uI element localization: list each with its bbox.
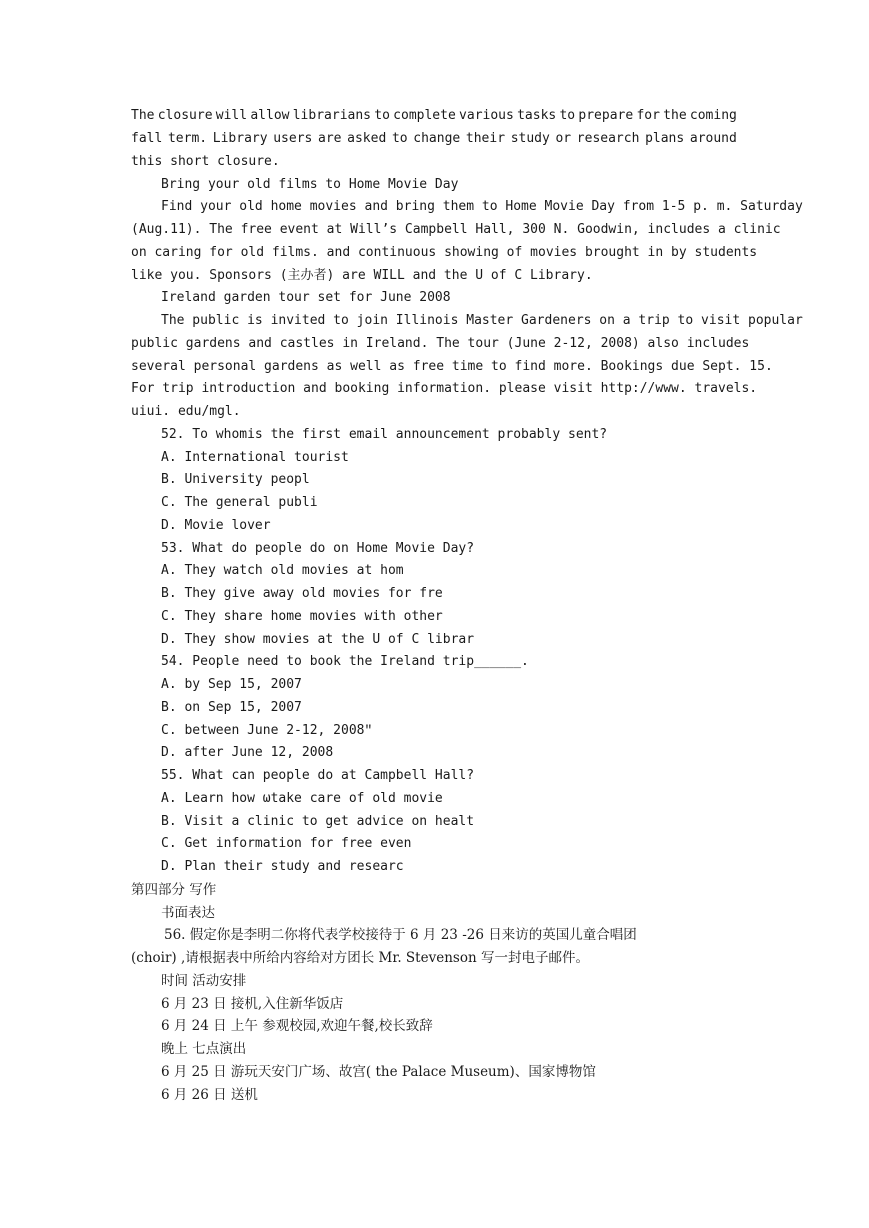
section-heading: Bring your old films to Home Movie Day [161, 177, 459, 192]
paragraph-line: Find your old home movies and bring them to Home Movie Day from 1-5 p. m. Saturday [161, 199, 803, 214]
schedule-row: 晚上 七点演出 [161, 1041, 247, 1057]
option-a: A. They watch old movies at hom [161, 563, 404, 578]
question-54: 54. People need to book the Ireland trip______. [161, 654, 529, 669]
option-d: D. Plan their study and researc [161, 859, 404, 874]
question-52: 52. To whomis the first email announcement probably sent? [161, 427, 608, 442]
schedule-row: 6 月 25 日 游玩天安门广场、故宫( the Palace Museum)、国家博物馆 [161, 1064, 596, 1080]
option-c: C. They share home movies with other [161, 609, 443, 624]
option-a: A. Learn how ωtake care of old movie [161, 791, 443, 806]
option-b: B. University peopl [161, 472, 310, 487]
option-c: C. The general publi [161, 495, 318, 510]
option-b: B. on Sep 15, 2007 [161, 700, 302, 715]
paragraph-line: on caring for old films. and continuous showing of movies brought in by students [131, 245, 758, 260]
option-c: C. between June 2-12, 2008ʺ [161, 723, 373, 738]
schedule-row: 6 月 24 日 上午 参观校园,欢迎午餐,校长致辞 [161, 1018, 433, 1034]
option-b: B. Visit a clinic to get advice on healt [161, 814, 475, 829]
paragraph-line: For trip introduction and booking information. please visit http://www. travels. [131, 381, 758, 396]
question-55: 55. What can people do at Campbell Hall? [161, 768, 475, 783]
option-b: B. They give away old movies for fre [161, 586, 443, 601]
option-a: A. International tourist [161, 450, 349, 465]
paragraph-line: (Aug.11). The free event at Will’s Campbell Hall, 300 N. Goodwin, includes a clinic [131, 222, 781, 237]
section-heading: Ireland garden tour set for June 2008 [161, 290, 451, 305]
paragraph-line: uiui. edu/mgl. [131, 404, 241, 419]
paragraph-line: fall term. Library users are asked to change their study or research plans around [131, 131, 737, 146]
paragraph-line: (choir) ,请根据表中所给内容给对方团长 Mr. Stevenson 写一封电子邮件。 [131, 950, 589, 966]
option-a: A. by Sep 15, 2007 [161, 677, 302, 692]
paragraph-line: like you. Sponsors (主办者) are WILL and the U of C Library. [131, 268, 593, 283]
option-d: D. They show movies at the U of C librar [161, 632, 475, 647]
paragraph-line: public gardens and castles in Ireland. The tour (June 2-12, 2008) also includes [131, 336, 750, 351]
paragraph-line: several personal gardens as well as free time to find more. Bookings due Sept. 15. [131, 359, 773, 374]
paragraph-line: The public is invited to join Illinois Master Gardeners on a trip to visit popular [161, 313, 803, 328]
paragraph-line: this short closure. [131, 154, 280, 169]
option-d: D. after June 12, 2008 [161, 745, 334, 760]
part-heading: 第四部分 写作 [131, 882, 217, 898]
section-heading: 书面表达 [161, 905, 215, 921]
paragraph-line: The closure will allow librarians to complete various tasks to prepare for the coming [131, 108, 737, 123]
option-c: C. Get information for free even [161, 836, 412, 851]
question-53: 53. What do people do on Home Movie Day? [161, 541, 475, 556]
schedule-row: 6 月 23 日 接机,入住新华饭店 [161, 996, 344, 1012]
option-d: D. Movie lover [161, 518, 271, 533]
schedule-row: 6 月 26 日 送机 [161, 1087, 258, 1103]
question-56: 56. 假定你是李明二你将代表学校接待于 6 月 23 -26 日来访的英国儿童合唱团 [164, 927, 637, 943]
schedule-header: 时间 活动安排 [161, 973, 247, 989]
